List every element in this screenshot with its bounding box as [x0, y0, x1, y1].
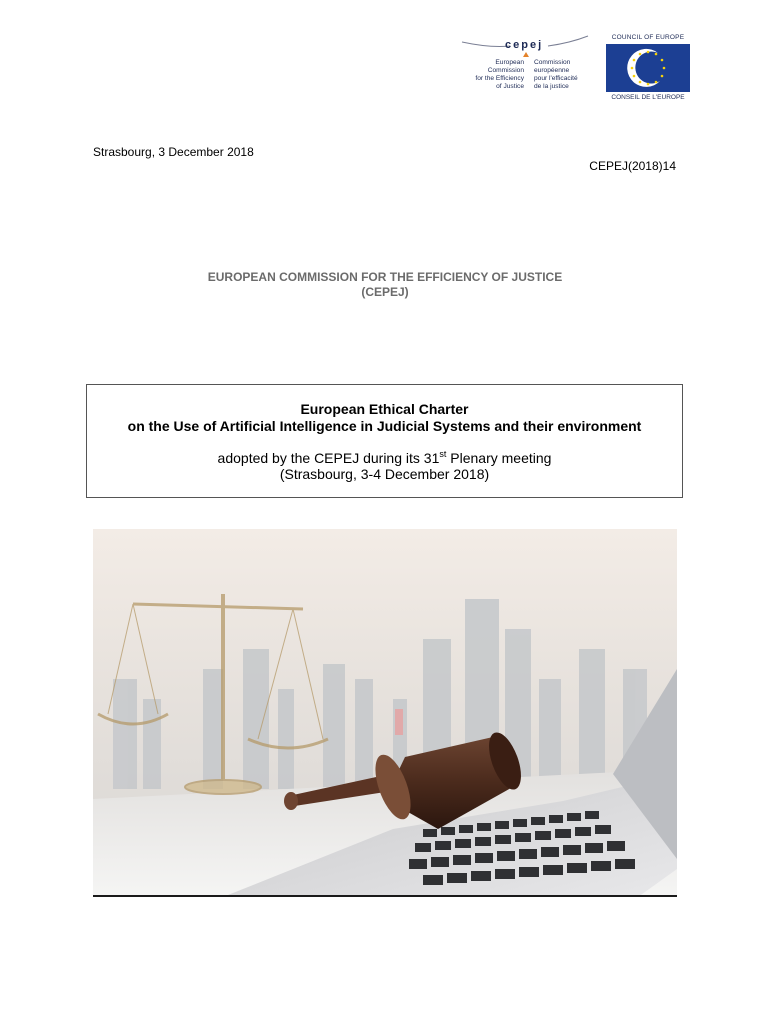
cepej-wordmark: cepej — [505, 39, 544, 51]
cepej-french-name: Commission européenne pour l'efficacité de la justice — [534, 59, 578, 90]
coe-logo-bottom-text: CONSEIL DE L'EUROPE — [611, 94, 685, 101]
charter-adoption-place: (Strasbourg, 3-4 December 2018) — [279, 466, 490, 482]
document-reference: CEPEJ(2018)14 — [589, 159, 676, 173]
cover-photo — [93, 529, 677, 897]
commission-acronym: (CEPEJ) — [361, 285, 409, 299]
place-and-date: Strasbourg, 3 December 2018 — [93, 145, 254, 159]
cepej-logo — [460, 34, 595, 114]
coe-logo-top-text: COUNCIL OF EUROPE — [611, 34, 685, 41]
council-of-europe-flag-icon — [606, 44, 690, 92]
commission-name: EUROPEAN COMMISSION FOR THE EFFICIENCY OF JUSTICE — [207, 270, 563, 284]
commission-heading — [0, 270, 770, 300]
cepej-english-name: European Commission for the Efficiency of Justice — [475, 59, 524, 90]
charter-adoption-line: adopted by the CEPEJ during its 31st Plenary meeting — [217, 449, 552, 466]
charter-subtitle: on the Use of Artificial Intelligence in Judicial Systems and their environment — [127, 418, 642, 434]
charter-title: European Ethical Charter — [300, 401, 469, 417]
council-of-europe-logo — [604, 34, 692, 104]
charter-title-box — [86, 384, 683, 498]
